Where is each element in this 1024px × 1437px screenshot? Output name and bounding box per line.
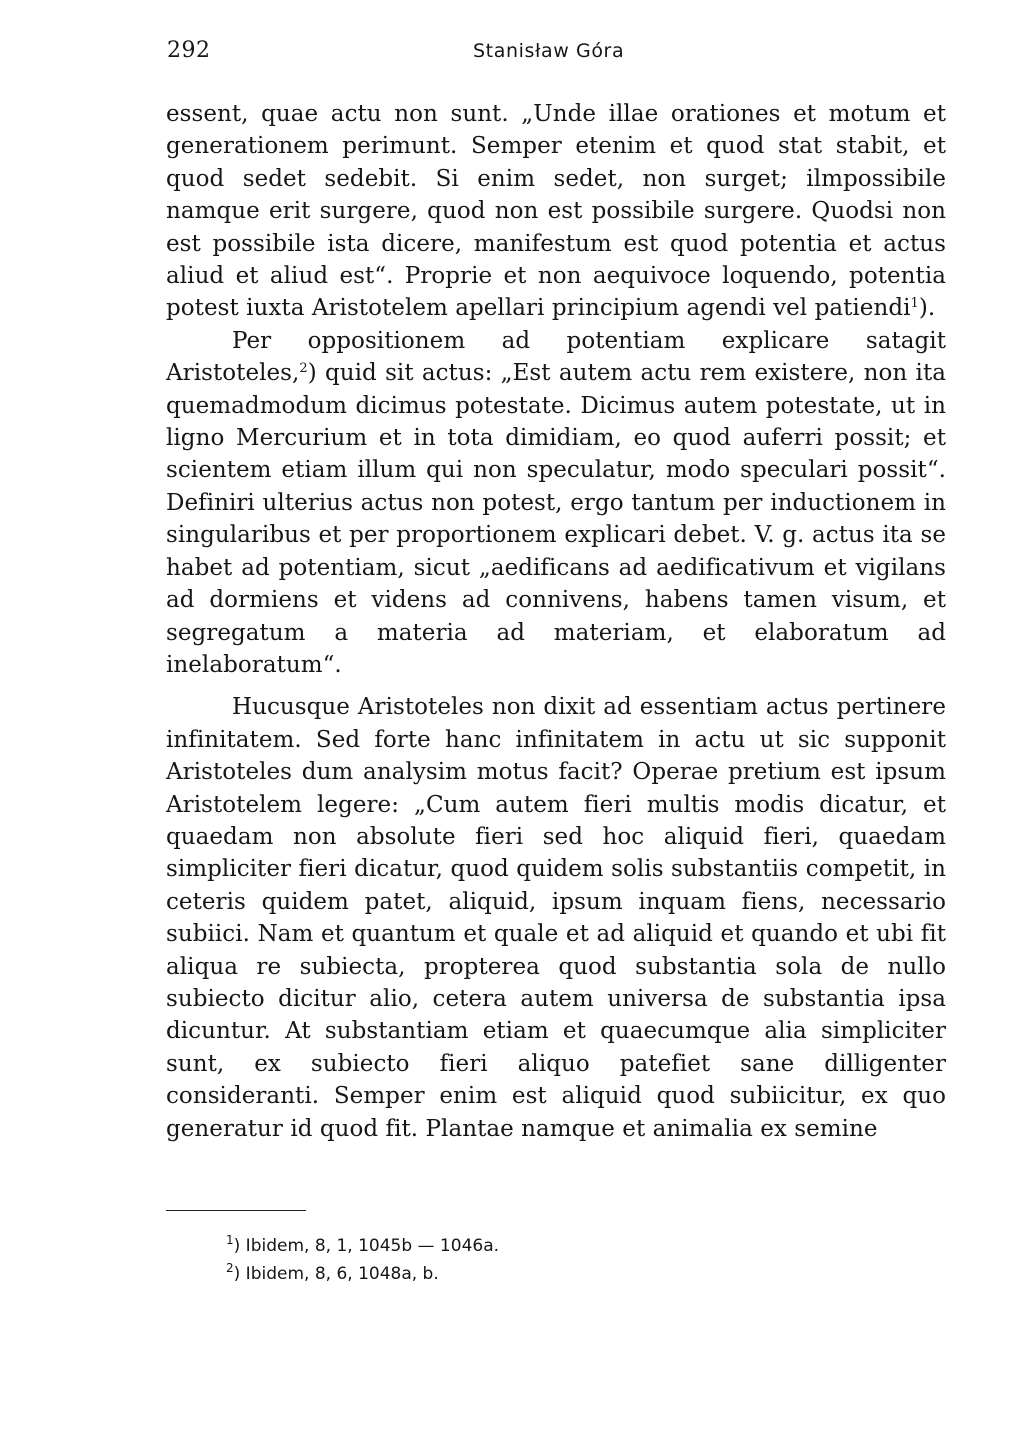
footnote-2-text: ) Ibidem, 8, 6, 1048a, b.: [233, 1264, 439, 1284]
footnote-ref-1: 1: [910, 296, 919, 312]
paragraph-1: [166, 98, 946, 325]
footnote-2: [226, 1260, 826, 1288]
paragraph-gap: [166, 681, 946, 691]
footnote-ref-2: 2: [299, 361, 308, 377]
footnote-1: [226, 1232, 826, 1260]
paragraph-3-text: Hucusque Aristoteles non dixit ad essentiam actus pertinere infinitatem. Sed forte hanc infinitatem in actu ut sic supponit Aristoteles dum analysim motus facit? Operae pretium est ipsum Aristotelem legere: „Cum autem fieri multis modis dicatur, et quaedam non absolute fieri sed hoc aliquid fieri, quaedam simpliciter fieri dicatur, quod quidem solis substantiis competit, in ceteris quidem patet, aliquid, ipsum inquam fiens, necessario subiici. Nam et quantum et quale et ad aliquid et quando et ubi fit aliqua re subiecta, propterea quod substantia sola de nullo subiecto dicitur alio, cetera autem universa de substantia ipsa dicuntur. At substantiam etiam et quaecumque alia simpliciter sunt, ex subiecto fieri aliquo patefiet sane dilligenter consideranti. Semper enim est aliquid quod subiicitur, ex quo generatur id quod fit. Plantae namque et animalia ex semine: [166, 694, 946, 1142]
footnote-divider: [166, 1210, 306, 1211]
footnote-1-mark: 1: [226, 1233, 234, 1247]
footnotes: [226, 1232, 826, 1288]
footnote-2-mark: 2: [226, 1261, 234, 1275]
paragraph-1-text: essent, quae actu non sunt. „Unde illae orationes et motum et generationem perimunt. Semper etenim et quod stat stabit, et quod sedet sedebit. Si enim sedet, non surget; ilmpossibile namque erit surgere, quod non est possibile surgere. Quodsi non est possibile ista dicere, manifestum est quod potentia et actus aliud et aliud est“. Proprie et non aequivoce loquendo, potentia potest iuxta Aristotelem apellari principium agendi vel patiendi: [166, 101, 946, 322]
running-head: Stanisław Góra: [473, 40, 625, 62]
footnote-1-text: ) Ibidem, 8, 1, 1045b — 1046a.: [233, 1236, 500, 1256]
paragraph-1-text-end: ).: [918, 295, 936, 322]
page-number: 292: [167, 38, 211, 63]
paragraph-3: [166, 691, 946, 1145]
paragraph-2-text-end: ) quid sit actus: „Est autem actu rem existere, non ita quemadmodum dicimus potestate. Dicimus autem potestate, ut in ligno Mercurium et in tota dimidiam, eo quod auferri possit; et scientem etiam illum qui non speculatur, modo speculari possit“. Definiri ulterius actus non potest, ergo tantum per inductionem in singularibus et per proportionem explicari debet. V. g. actus ita se habet ad potentiam, sicut „aedificans ad aedificativum et vigilans ad dormiens et videns ad connivens, habens tamen visum, et segregatum a materia ad materiam, et elaboratum ad inelaboratum“.: [166, 360, 946, 678]
body-text: [166, 98, 946, 1145]
paragraph-2: [166, 325, 946, 681]
page-header: [167, 38, 947, 66]
paragraph-2-text: Per oppositionem ad potentiam explicare satagit Aristoteles,: [166, 327, 946, 387]
